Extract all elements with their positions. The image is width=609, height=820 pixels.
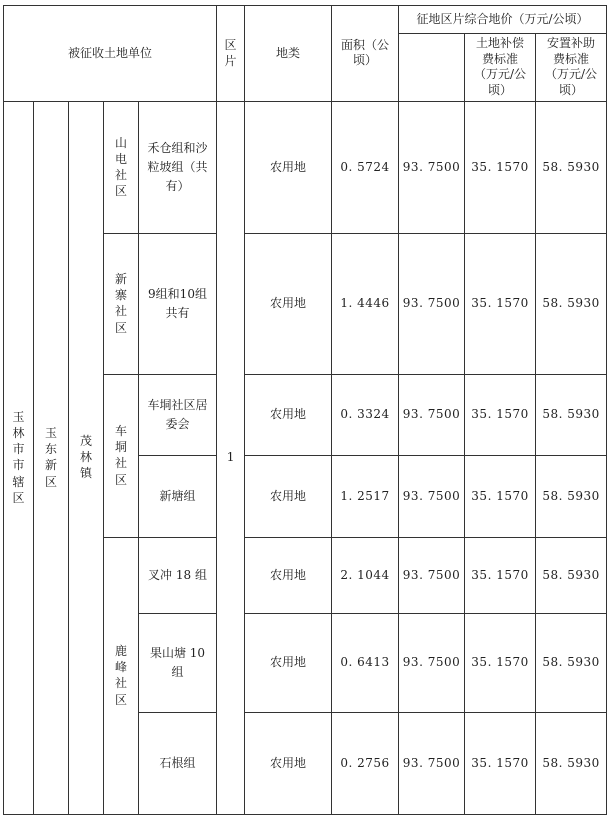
table-row <box>4 102 607 234</box>
header-unit <box>4 6 217 102</box>
land-comp-value: 35. 1570 <box>471 159 529 174</box>
area-value: 0. 6413 <box>340 655 390 670</box>
resettle-cell <box>536 375 607 456</box>
land-type-cell <box>245 375 332 456</box>
land-type-text: 农用地 <box>270 407 307 422</box>
area-cell <box>332 538 399 614</box>
area-cell <box>332 102 399 234</box>
group-cell <box>139 538 217 614</box>
resettle-cell <box>536 102 607 234</box>
area-cell <box>332 375 399 456</box>
resettle-cell <box>536 614 607 713</box>
community-cell <box>104 538 139 815</box>
group-cell <box>139 375 217 456</box>
community-name: 新寨社区 <box>114 272 127 335</box>
price-value: 93. 7500 <box>402 755 461 770</box>
group-name: 石根组 <box>159 755 196 770</box>
resettle-value: 58. 5930 <box>542 655 600 670</box>
area-cell <box>332 614 399 713</box>
land-comp-value: 35. 1570 <box>471 755 529 770</box>
land-type-cell <box>245 614 332 713</box>
land-type-cell <box>245 234 332 375</box>
area-value: 1. 2517 <box>340 488 390 503</box>
area-cell <box>332 456 399 538</box>
header-unit-text: 被征收土地单位 <box>68 45 153 60</box>
area-cell <box>332 234 399 375</box>
header-area-text: 面积（公顷） <box>341 37 390 68</box>
group-cell <box>139 614 217 713</box>
land-comp-cell <box>465 538 536 614</box>
group-name: 果山塘 10 组 <box>149 645 206 679</box>
group-cell <box>139 456 217 538</box>
land-comp-cell <box>465 713 536 815</box>
community-name: 车垌社区 <box>114 424 127 487</box>
header-resettle-comp <box>536 34 607 102</box>
land-comp-value: 35. 1570 <box>471 407 529 422</box>
land-comp-cell <box>465 234 536 375</box>
district-no-text: 1 <box>226 450 235 465</box>
community-name: 山电社区 <box>114 135 127 199</box>
city-text: 玉林市市辖区 <box>12 409 25 505</box>
group-cell <box>139 102 217 234</box>
land-type-text: 农用地 <box>270 567 307 582</box>
land-comp-cell <box>465 614 536 713</box>
price-cell <box>399 375 465 456</box>
header-price-group-text: 征地区片综合地价（万元/公顷） <box>416 11 589 26</box>
resettle-value: 58. 5930 <box>542 159 600 174</box>
header-row-1 <box>4 6 607 34</box>
price-cell <box>399 102 465 234</box>
price-value: 93. 7500 <box>402 159 461 174</box>
price-value: 93. 7500 <box>402 407 461 422</box>
header-land-type-text: 地类 <box>276 45 301 60</box>
resettle-value: 58. 5930 <box>542 488 600 503</box>
land-comp-value: 35. 1570 <box>471 296 529 311</box>
area-value: 0. 2756 <box>340 755 390 770</box>
land-acquisition-table <box>3 5 607 815</box>
group-name: 新塘组 <box>159 488 196 503</box>
group-name: 9组和10组共有 <box>148 286 207 320</box>
land-type-cell <box>245 538 332 614</box>
header-resettle-comp-text: 安置补助费标准（万元/公顷） <box>545 35 598 97</box>
area-value: 1. 4446 <box>340 296 390 311</box>
land-type-cell <box>245 102 332 234</box>
city-cell <box>4 102 34 815</box>
resettle-value: 58. 5930 <box>542 755 600 770</box>
land-comp-value: 35. 1570 <box>471 567 529 582</box>
group-name: 车垌社区居委会 <box>147 397 208 431</box>
header-land-type <box>245 6 332 102</box>
area-value: 2. 1044 <box>340 567 390 582</box>
group-cell <box>139 234 217 375</box>
community-cell <box>104 375 139 538</box>
price-value: 93. 7500 <box>402 567 461 582</box>
group-name: 叉冲 18 组 <box>148 567 207 582</box>
header-district-text: 区片 <box>224 37 237 68</box>
resettle-cell <box>536 456 607 538</box>
community-name: 鹿峰社区 <box>114 644 127 707</box>
land-comp-value: 35. 1570 <box>471 488 529 503</box>
header-price-blank <box>399 34 465 102</box>
price-value: 93. 7500 <box>402 655 461 670</box>
price-cell <box>399 538 465 614</box>
resettle-value: 58. 5930 <box>542 407 600 422</box>
resettle-value: 58. 5930 <box>542 567 600 582</box>
header-district <box>217 6 245 102</box>
land-type-text: 农用地 <box>270 159 307 174</box>
land-type-cell <box>245 713 332 815</box>
new-district-text: 玉东新区 <box>44 426 57 489</box>
district-no-cell <box>217 102 245 815</box>
group-name: 禾仓组和沙粒坡组（共有） <box>147 140 208 194</box>
price-cell <box>399 456 465 538</box>
town-text: 茂林镇 <box>79 434 92 481</box>
area-value: 0. 5724 <box>340 159 390 174</box>
header-price-group <box>399 6 607 34</box>
resettle-value: 58. 5930 <box>542 296 600 311</box>
price-cell <box>399 614 465 713</box>
land-type-text: 农用地 <box>270 655 307 670</box>
header-land-comp-text: 土地补偿费标准（万元/公顷） <box>473 35 527 97</box>
land-comp-cell <box>465 102 536 234</box>
resettle-cell <box>536 234 607 375</box>
group-cell <box>139 713 217 815</box>
land-type-text: 农用地 <box>270 488 307 503</box>
price-value: 93. 7500 <box>402 296 461 311</box>
price-value: 93. 7500 <box>402 488 461 503</box>
land-type-text: 农用地 <box>270 296 307 311</box>
land-type-cell <box>245 456 332 538</box>
resettle-cell <box>536 713 607 815</box>
land-comp-value: 35. 1570 <box>471 655 529 670</box>
town-cell <box>69 102 104 815</box>
new-district-cell <box>34 102 69 815</box>
header-area <box>332 6 399 102</box>
area-cell <box>332 713 399 815</box>
land-comp-cell <box>465 375 536 456</box>
area-value: 0. 3324 <box>340 407 390 422</box>
community-cell <box>104 102 139 234</box>
resettle-cell <box>536 538 607 614</box>
price-cell <box>399 234 465 375</box>
land-comp-cell <box>465 456 536 538</box>
header-land-comp <box>465 34 536 102</box>
price-cell <box>399 713 465 815</box>
land-type-text: 农用地 <box>270 755 307 770</box>
community-cell <box>104 234 139 375</box>
